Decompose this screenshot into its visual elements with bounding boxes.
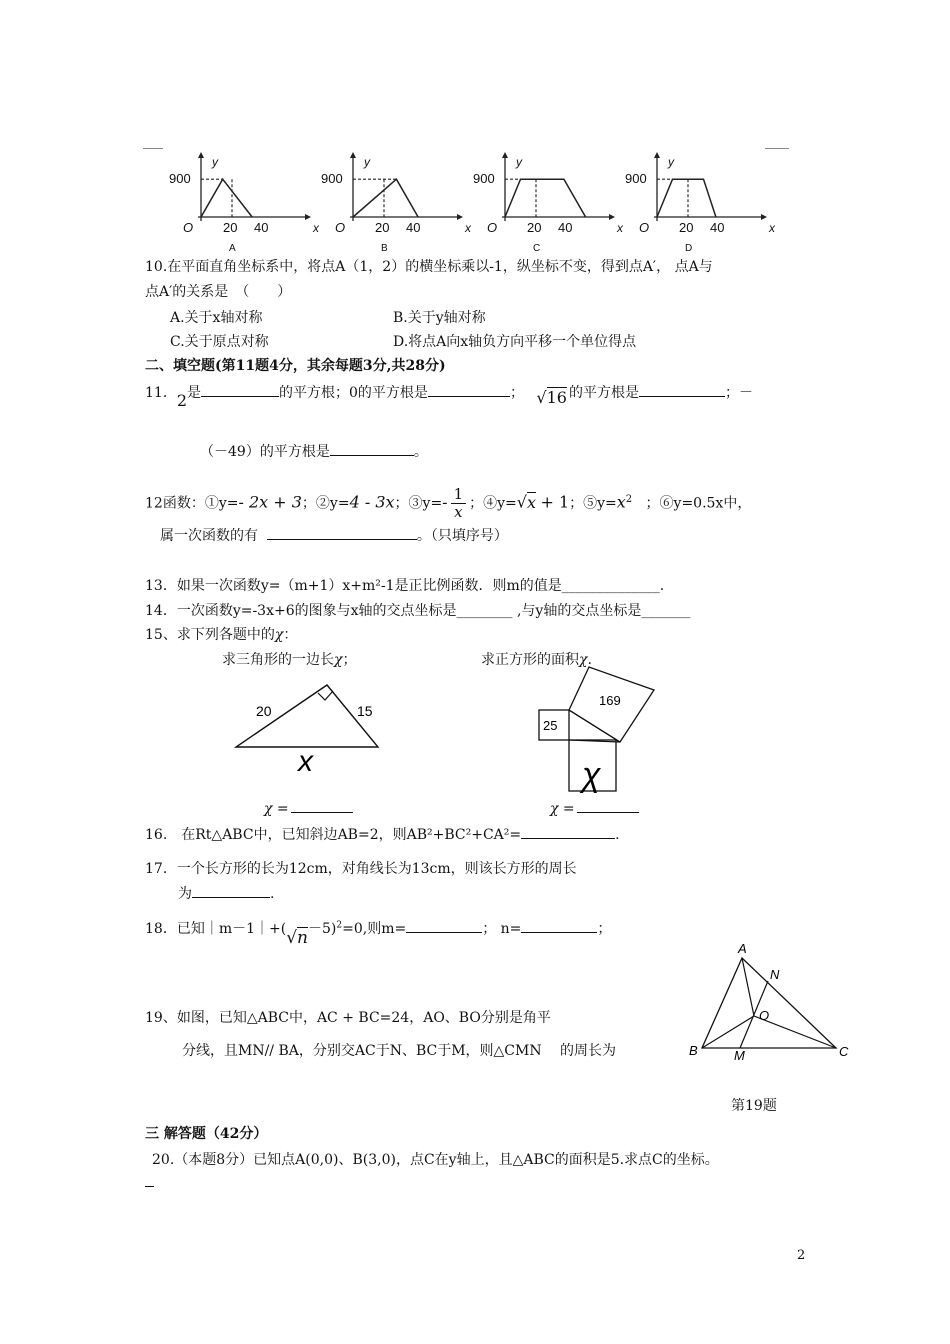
q15-squares-figure (535, 660, 665, 795)
q12-function4-rest: + 1 (540, 492, 570, 512)
q17-blank[interactable] (192, 883, 270, 898)
q11-blank3[interactable] (639, 382, 725, 397)
graph-x-tick-20: 20 (375, 220, 390, 235)
q12-sqrt: √x (516, 492, 536, 512)
graph-x-arrow (761, 214, 767, 220)
graph-y-arrow (350, 152, 356, 158)
q15-sub2-chi: χ (579, 652, 588, 668)
q15-triangle-side-left: 20 (256, 703, 272, 719)
graph-x-label: x (769, 221, 775, 235)
q11-sqrt-arg: 16 (546, 388, 567, 407)
graph-option-label: B (381, 243, 388, 254)
q18-text-c: =0,则m= (342, 921, 407, 937)
q19-vertex-b: B (689, 1043, 698, 1058)
q16-text (145, 824, 620, 844)
q15-triangle-side-right: 15 (357, 703, 373, 719)
q12-sep3: ；③y= (394, 495, 443, 512)
section3-title: 三 解答题（42分） (145, 1126, 268, 1142)
graph-y-label: y (212, 155, 218, 169)
q15-sub1 (222, 649, 356, 669)
q15-sub1-chi: χ (334, 652, 343, 668)
q15-answer1 (264, 798, 353, 817)
q12-line1 (145, 486, 751, 521)
graph-y-tick: 900 (321, 171, 343, 187)
q19-vertex-a: A (738, 941, 747, 956)
q12-line2-end: 。（只填序号） (416, 528, 508, 544)
q12-sep2: ；②y= (301, 495, 350, 512)
q12-function1: - 2x + 3 (238, 492, 302, 512)
graph-x-tick-40: 40 (406, 220, 421, 235)
q10-line1: 10.在平面直角坐标系中，将点A（1，2）的横坐标乘以-1，纵坐标不变，得到点A′， 点A与 (145, 259, 713, 275)
q15-square-unknown: χ (582, 756, 601, 794)
q15-triangle-unknown: x (298, 745, 313, 775)
q12-blank[interactable] (267, 525, 417, 540)
q15-square-small: 25 (543, 718, 558, 733)
q11-text2: 的平方根；0的平方根是 (279, 385, 428, 401)
q15-square-large: 169 (599, 693, 621, 708)
q10-option-a: A.关于x轴对称 (170, 310, 263, 326)
q19-line2: 分线，且MN// BA，分别交AC于N、BC于M，则△CMN 的周长为 (182, 1043, 617, 1059)
q12-sep4: ；④y= (469, 495, 517, 512)
graph-line (201, 179, 252, 217)
q19-point-o: O (759, 1008, 770, 1023)
graph-y-tick: 900 (473, 171, 495, 187)
graph-x-tick-40: 40 (254, 220, 269, 235)
q18-exp: 2 (336, 920, 343, 931)
q12-fraction (451, 486, 467, 521)
q18-text-d: ； n= (482, 921, 522, 937)
q12-function2: 4 - 3x (349, 492, 395, 512)
graph-y-tick: 900 (625, 171, 647, 187)
graph-option-label: D (685, 243, 693, 254)
q10-option-b: B.关于y轴对称 (393, 310, 486, 326)
q19-point-n: N (770, 967, 780, 982)
q11-sqrt16: √16 (536, 388, 567, 407)
q19-figure (688, 938, 858, 1063)
q11-number: 11． (145, 385, 177, 401)
q15-sub2-text: 求正方形的面积 (481, 652, 579, 668)
q15-answer1-blank[interactable] (291, 798, 353, 813)
q18-text-b: －5) (308, 921, 337, 937)
q11-text1: 是 (187, 385, 202, 401)
q15-sub2-end: . (587, 652, 592, 668)
q15-answer2 (550, 798, 639, 817)
graph-option-label: C (533, 243, 541, 254)
q19-line1: 19、如图，已知△ABC中，AC + BC=24，AO、BO分别是角平 (145, 1010, 551, 1026)
header-rule-left (143, 148, 163, 149)
q18-text-e: ； (597, 921, 612, 937)
graph-x-label: x (313, 221, 319, 235)
graph-x-label: x (617, 221, 623, 235)
q12-fraction-den: x (454, 503, 463, 521)
graph-origin: O (639, 220, 650, 235)
graph-origin: O (335, 220, 346, 235)
graph-x-tick-20: 20 (223, 220, 238, 235)
q16-text-b: . (615, 827, 620, 843)
q11-line2-text: （－49）的平方根是 (200, 444, 330, 460)
q12-function3-sign: - (442, 492, 448, 512)
section2-title: 二、填空题(第11题4分，其余每题3分,共28分) (145, 358, 446, 374)
graph-line (657, 179, 716, 217)
graph-origin: O (487, 220, 498, 235)
q18-blank-m[interactable] (406, 918, 482, 933)
graph-line (505, 179, 586, 217)
q11-blank1[interactable] (201, 382, 279, 397)
q16-blank[interactable] (521, 824, 615, 839)
q15-chi: χ (274, 627, 284, 643)
q11-two: 2 (176, 391, 188, 410)
q12-sep6: ；⑥y=0.5x中， (645, 495, 752, 512)
q11-text4: 的平方根是 (568, 385, 639, 401)
q18-text (145, 918, 612, 948)
graph-x-arrow (305, 214, 311, 220)
q12-function5-base: x (616, 492, 626, 512)
q15-answer2-label: χ = (550, 801, 575, 817)
graph-x-tick-40: 40 (710, 220, 725, 235)
q16-text-a: 16. 在Rt△ABC中，已知斜边AB=2，则AB²+BC²+CA²= (145, 827, 522, 843)
q12-sep5: ；⑤y= (569, 495, 617, 512)
q11-line2-end: 。 (413, 444, 428, 460)
graph-y-label: y (364, 155, 370, 169)
graph-x-tick-20: 20 (527, 220, 542, 235)
q11-line1 (145, 382, 753, 410)
q12-line2-text: 属一次函数的有 (160, 528, 258, 544)
graph-y-arrow (654, 152, 660, 158)
q19-point-m: M (734, 1048, 745, 1063)
q13-text: 13．如果一次函数y=（m+1）x+m²-1是正比例函数．则m的值是______________. (145, 578, 665, 594)
graph-y-label: y (516, 155, 522, 169)
q15-sub1-text: 求三角形的一边长 (222, 652, 334, 668)
q15-colon: ： (283, 627, 298, 643)
q9-graph-options (165, 152, 785, 254)
page-number: 2 (797, 1248, 806, 1263)
stray-mark (145, 1186, 154, 1187)
q11-blank2[interactable] (428, 382, 510, 397)
q18-sqrt: √n (286, 928, 308, 948)
graph-x-arrow (609, 214, 615, 220)
q17-line1: 17．一个长方形的长为12cm，对角线长为13cm，则该长方形的周长 (145, 861, 577, 877)
q12-sqrt-arg: x (526, 492, 536, 512)
q11-line2 (200, 441, 428, 461)
q15-answer1-label: χ = (264, 801, 289, 817)
graph-y-tick: 900 (169, 171, 191, 187)
graph-x-tick-20: 20 (679, 220, 694, 235)
q15-sub1-end: ； (342, 652, 357, 668)
q19-caption: 第19题 (731, 1098, 777, 1114)
graph-x-label: x (465, 221, 471, 235)
q17-line2 (178, 883, 274, 903)
graph-line (353, 179, 418, 217)
q19-vertex-c: C (839, 1044, 849, 1059)
q10-line2: 点A′的关系是 （ ） (145, 284, 292, 300)
q14-text: 14．一次函数y=-3x+6的图象与x轴的交点坐标是________ ,与y轴的交点坐标是_______ (145, 603, 691, 619)
q15-triangle-figure (230, 675, 390, 775)
q11-text3: ； (509, 385, 524, 401)
q15-text (145, 624, 297, 644)
header-rule-right (765, 148, 789, 149)
q17-line2-text: 为 (178, 886, 192, 902)
q12-function5-exp: 2 (625, 493, 633, 505)
q18-text-a: 18．已知｜m－1｜+( (145, 921, 287, 937)
q10-option-d: D.将点A向x轴负方向平移一个单位得点 (393, 334, 637, 350)
q15-answer2-blank[interactable] (577, 798, 639, 813)
graph-origin: O (183, 220, 194, 235)
q17-line2-end: . (270, 886, 275, 902)
q12-fraction-num: 1 (451, 486, 467, 504)
q18-blank-n[interactable] (521, 918, 597, 933)
q12-number: 12函数：①y= (145, 495, 239, 512)
q12-line2 (160, 525, 508, 545)
q11-blank4[interactable] (330, 441, 414, 456)
q20-text: 20.（本题8分）已知点A(0,0)、B(3,0)，点C在y轴上，且△ABC的面积是5.求点C的坐标。 (152, 1152, 719, 1168)
q11-text5: ；－ (724, 385, 753, 401)
q10-option-c: C.关于原点对称 (170, 334, 269, 350)
q18-sqrt-arg: n (297, 928, 308, 948)
graph-y-label: y (668, 155, 674, 169)
graph-y-arrow (198, 152, 204, 158)
graph-x-tick-40: 40 (558, 220, 573, 235)
graph-x-arrow (457, 214, 463, 220)
graph-y-arrow (502, 152, 508, 158)
q15-label: 15、求下列各题中的 (145, 627, 275, 643)
graph-option-label: A (229, 243, 236, 254)
